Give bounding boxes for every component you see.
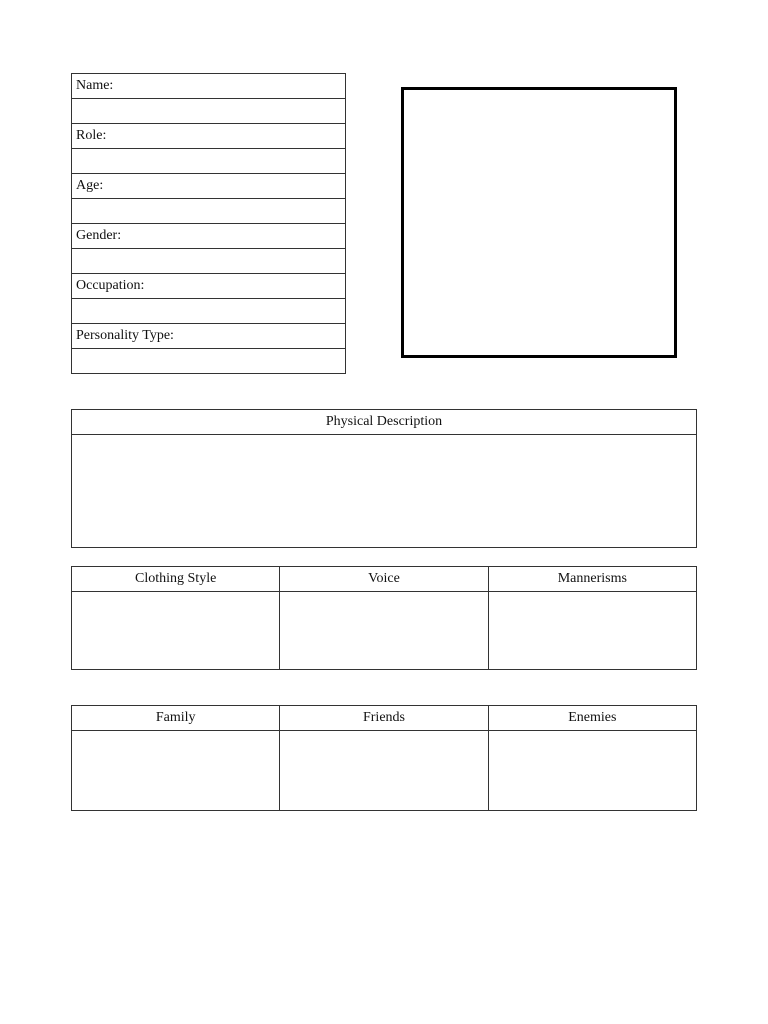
age-field[interactable] xyxy=(72,199,346,224)
physical-description-heading: Physical Description xyxy=(72,410,697,435)
enemies-heading: Enemies xyxy=(488,706,696,731)
voice-heading: Voice xyxy=(280,567,488,592)
clothing-style-field[interactable] xyxy=(72,592,280,670)
occupation-field[interactable] xyxy=(72,299,346,324)
family-heading: Family xyxy=(72,706,280,731)
clothing-style-heading: Clothing Style xyxy=(72,567,280,592)
mannerisms-heading: Mannerisms xyxy=(488,567,696,592)
personality-type-label: Personality Type: xyxy=(72,324,346,349)
name-label: Name: xyxy=(72,74,346,99)
personality-type-field[interactable] xyxy=(72,349,346,374)
role-label: Role: xyxy=(72,124,346,149)
character-fields-table xyxy=(71,73,346,374)
friends-heading: Friends xyxy=(280,706,488,731)
occupation-label: Occupation: xyxy=(72,274,346,299)
enemies-field[interactable] xyxy=(488,731,696,811)
name-field[interactable] xyxy=(72,99,346,124)
physical-description-table xyxy=(71,409,697,548)
gender-field[interactable] xyxy=(72,249,346,274)
friends-field[interactable] xyxy=(280,731,488,811)
traits-table xyxy=(71,566,697,670)
gender-label: Gender: xyxy=(72,224,346,249)
family-field[interactable] xyxy=(72,731,280,811)
character-portrait-box[interactable] xyxy=(401,87,677,358)
mannerisms-field[interactable] xyxy=(488,592,696,670)
voice-field[interactable] xyxy=(280,592,488,670)
physical-description-field[interactable] xyxy=(72,435,697,548)
relations-table xyxy=(71,705,697,811)
role-field[interactable] xyxy=(72,149,346,174)
age-label: Age: xyxy=(72,174,346,199)
